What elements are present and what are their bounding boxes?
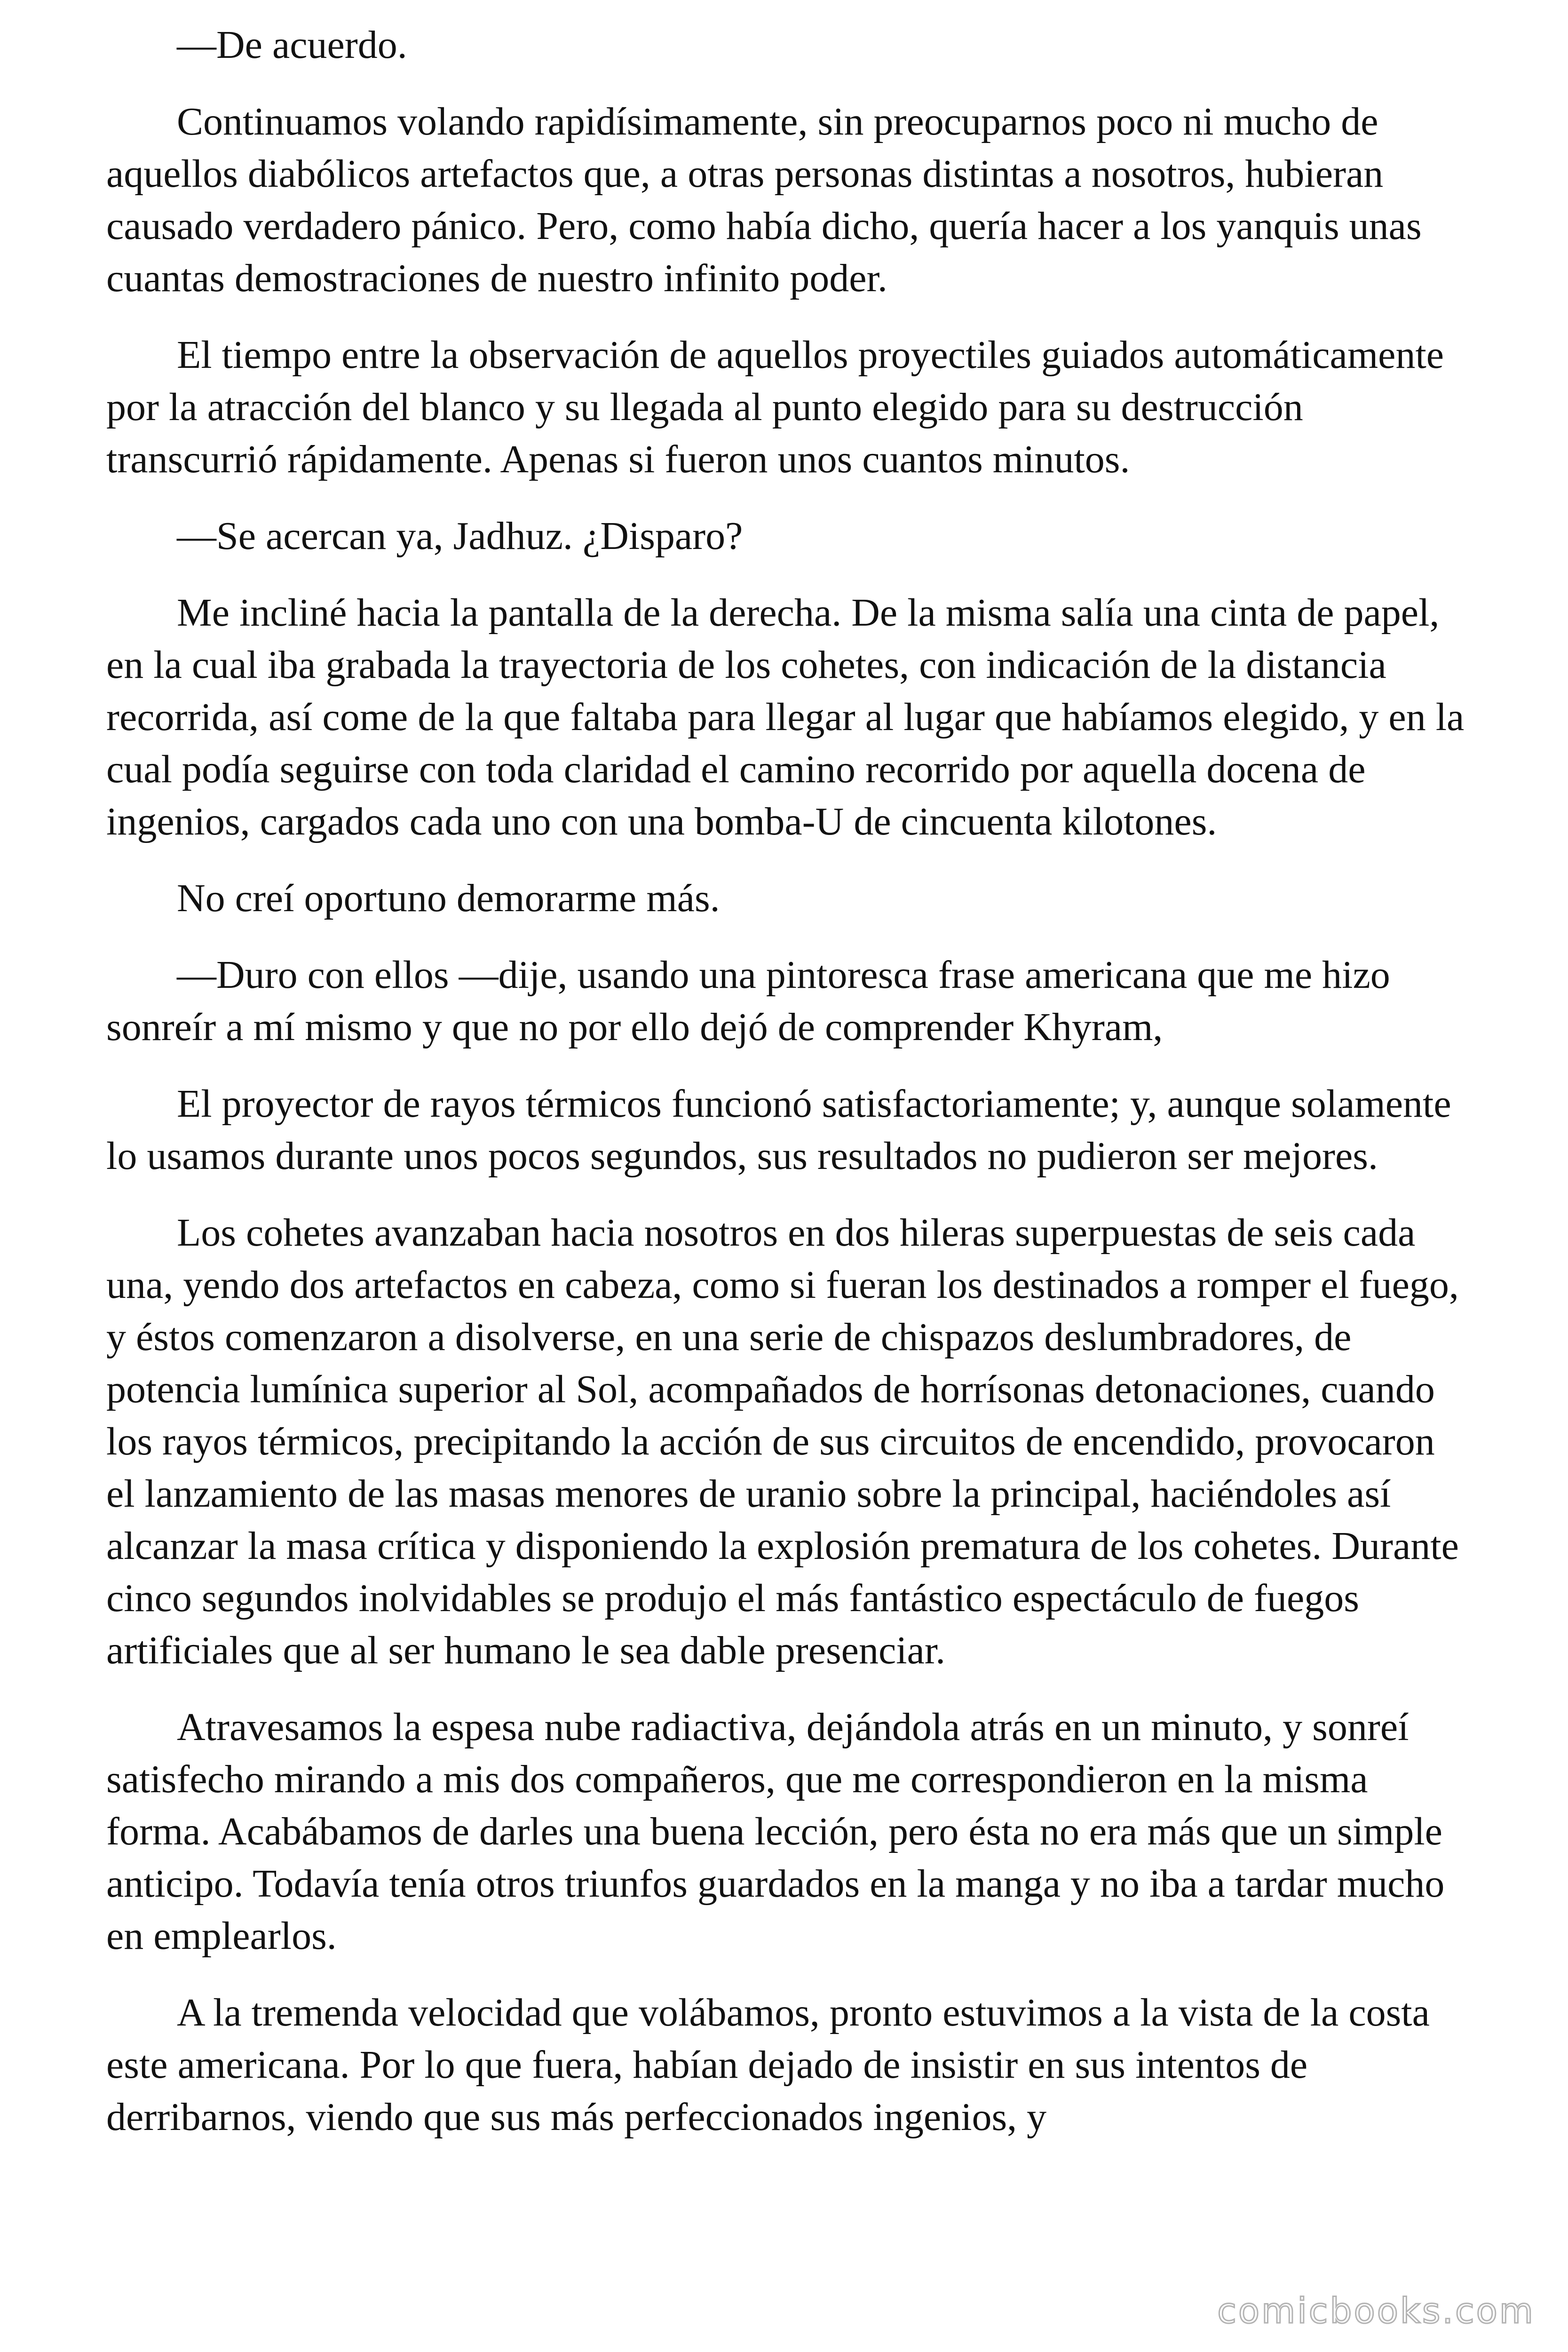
paragraph: Atravesamos la espesa nube radiactiva, dejándola atrás en un minuto, y sonreí satisfecho mirando a mis dos compañeros, que me correspondieron en la misma forma. Acabábamos de darles una buena lección, pero ésta no era más que un simple anticipo. Todavía tenía otros triunfos guardados en la manga y no iba a tardar mucho en emplearlos. bbox=[106, 1705, 1445, 1958]
page-text bbox=[106, 19, 1468, 2168]
paragraph: —Se acercan ya, Jadhuz. ¿Disparo? bbox=[177, 514, 743, 558]
paragraph: Los cohetes avanzaban hacia nosotros en dos hileras superpuestas de seis cada una, yendo dos artefactos en cabeza, como si fueran los destinados a romper el fuego, y éstos comenzaron a disolverse, en una serie de chispazos deslumbradores, de potencia lumínica superior al Sol, acompañados de horrísonas detonaciones, cuando los rayos térmicos, precipitando la acción de sus circuitos de encendido, provocaron el lanzamiento de las masas menores de uranio sobre la principal, haciéndoles así alcanzar la masa crítica y disponiendo la explosión prematura de los cohetes. Durante cinco segundos inolvidables se produjo el más fantástico espectáculo de fuegos artificiales que al ser humano le sea dable presenciar. bbox=[106, 1211, 1459, 1672]
watermark: comicbooks.com bbox=[1217, 2291, 1535, 2331]
paragraph: El proyector de rayos térmicos funcionó satisfactoriamente; y, aunque solamente lo usamos durante unos pocos segundos, sus resultados no pudieron ser mejores. bbox=[106, 1082, 1451, 1178]
paragraph: Me incliné hacia la pantalla de la derecha. De la misma salía una cinta de papel, en la cual iba grabada la trayectoria de los cohetes, con indicación de la distancia recorrida, así come de la que faltaba para llegar al lugar que habíamos elegido, y en la cual podía seguirse con toda claridad el camino recorrido por aquella docena de ingenios, cargados cada uno con una bomba-U de cincuenta kilotones. bbox=[106, 591, 1465, 843]
paragraph: No creí oportuno demorarme más. bbox=[177, 876, 720, 920]
paragraph: —De acuerdo. bbox=[177, 23, 407, 67]
paragraph: A la tremenda velocidad que volábamos, pronto estuvimos a la vista de la costa este americana. Por lo que fuera, habían dejado de insistir en sus intentos de derribarnos, viendo que sus más perfeccionados ingenios, y bbox=[106, 1991, 1430, 2139]
paragraph: Continuamos volando rapidísimamente, sin preocuparnos poco ni mucho de aquellos diabólicos artefactos que, a otras personas distintas a nosotros, hubieran causado verdadero pánico. Pero, como había dicho, quería hacer a los yanquis unas cuantas demostraciones de nuestro infinito poder. bbox=[106, 100, 1422, 300]
paragraph: —Duro con ellos —dije, usando una pintoresca frase americana que me hizo sonreír a mí mismo y que no por ello dejó de comprender Khyram, bbox=[106, 953, 1390, 1049]
paragraph: El tiempo entre la observación de aquellos proyectiles guiados automáticamente por la atracción del blanco y su llegada al punto elegido para su destrucción transcurrió rápidamente. Apenas si fueron unos cuantos minutos. bbox=[106, 333, 1444, 481]
